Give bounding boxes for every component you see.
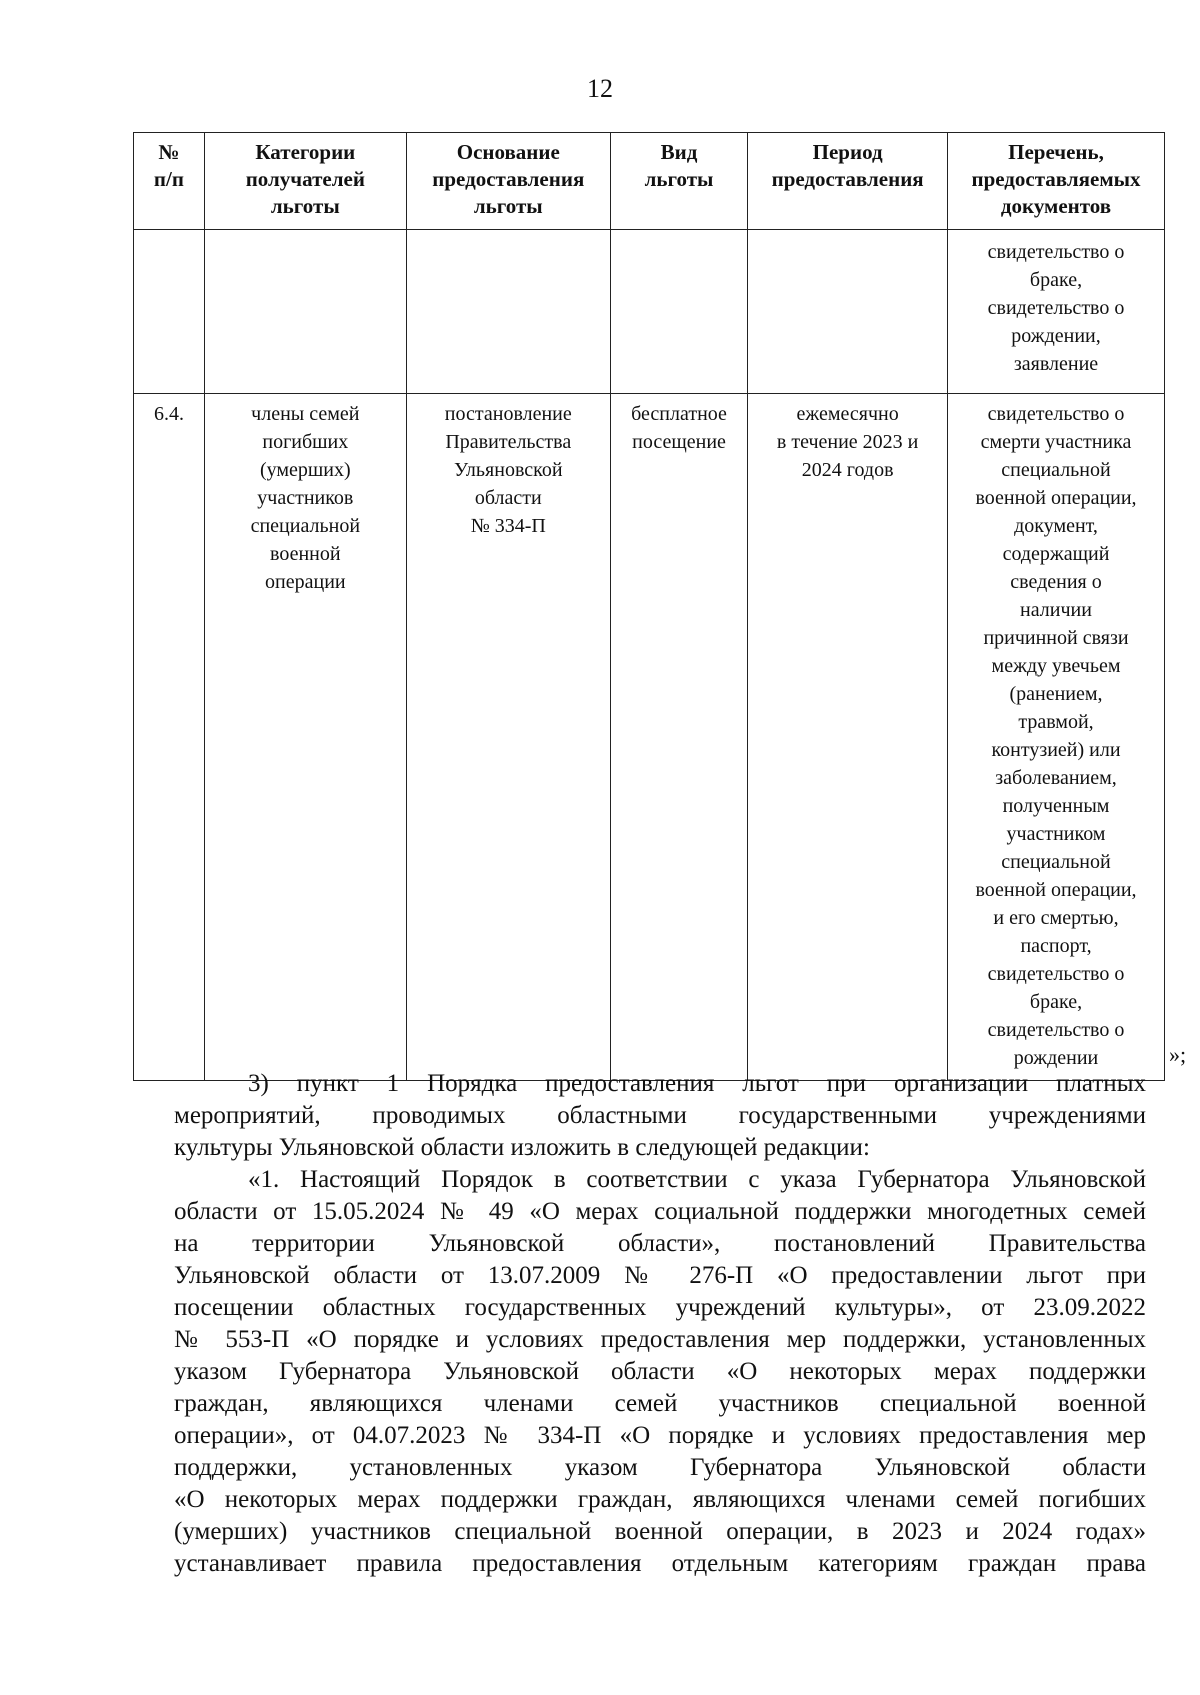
paragraph-line: поддержки, установленных указом Губернатора Ульяновской области (174, 1454, 1146, 1481)
header-documents: Перечень, предоставляемых документов (948, 133, 1165, 230)
table-row (134, 394, 1165, 1081)
cell-kind: бесплатное посещение (610, 394, 747, 1081)
paragraph-line: 3) пункт 1 Порядка предоставления льгот при организации платных (248, 1070, 1146, 1097)
cell-number: 6.4. (134, 394, 205, 1081)
closing-quote-mark: »; (1169, 1042, 1187, 1067)
paragraph-line: «О некоторых мерах поддержки граждан, являющихся членами семей погибших (174, 1486, 1146, 1513)
paragraph-line: (умерших) участников специальной военной операции, в 2023 и 2024 годах» (174, 1518, 1146, 1545)
benefits-table (133, 132, 1165, 1081)
body-text (174, 1068, 1146, 1580)
cell-documents: свидетельство о смерти участника специальной военной операции, документ, содержащий сведения о наличии причинной связи между увечьем (ранением, травмой, контузией) или заболеванием, полученным участником специальной военной операции, и его смертью, паспорт, свидетельство о браке, свидетельство о рождении (948, 394, 1165, 1081)
header-category: Категории получателей льготы (204, 133, 406, 230)
paragraph-line: культуры Ульяновской области изложить в следующей редакции: (174, 1134, 870, 1161)
paragraph-line: Ульяновской области от 13.07.2009 № 276-П «О предоставлении льгот при (174, 1262, 1146, 1289)
paragraph-line: «1. Настоящий Порядок в соответствии с указа Губернатора Ульяновской (248, 1166, 1146, 1193)
paragraph-line: операции», от 04.07.2023 № 334-П «О порядке и условиях предоставления мер (174, 1422, 1146, 1449)
cell-empty (406, 230, 610, 394)
paragraph-line: № 553-П «О порядке и условиях предоставления мер поддержки, установленных (174, 1326, 1146, 1353)
table-header-row (134, 133, 1165, 230)
cell-documents: свидетельство о браке, свидетельство о рождении, заявление (948, 230, 1165, 394)
paragraph-line: посещении областных государственных учреждений культуры», от 23.09.2022 (174, 1294, 1146, 1321)
paragraph-line: устанавливает правила предоставления отдельным категориям граждан права (174, 1550, 1146, 1577)
paragraph-line: области от 15.05.2024 № 49 «О мерах социальной поддержки многодетных семей (174, 1198, 1146, 1225)
paragraph-line: на территории Ульяновской области», постановлений Правительства (174, 1230, 1146, 1257)
cell-empty (204, 230, 406, 394)
header-kind: Вид льготы (610, 133, 747, 230)
page-number: 12 (587, 74, 613, 103)
header-period: Период предоставления (748, 133, 948, 230)
cell-period: ежемесячно в течение 2023 и 2024 годов (748, 394, 948, 1081)
header-number: № п/п (134, 133, 205, 230)
table-row (134, 230, 1165, 394)
cell-empty (748, 230, 948, 394)
cell-empty (610, 230, 747, 394)
cell-category: члены семей погибших (умерших) участников специальной военной операции (204, 394, 406, 1081)
header-basis: Основание предоставления льготы (406, 133, 610, 230)
paragraph-line: граждан, являющихся членами семей участников специальной военной (174, 1390, 1146, 1417)
cell-empty (134, 230, 205, 394)
paragraph-line: мероприятий, проводимых областными государственными учреждениями (174, 1102, 1146, 1129)
cell-basis: постановление Правительства Ульяновской области № 334-П (406, 394, 610, 1081)
paragraph-line: указом Губернатора Ульяновской области «О некоторых мерах поддержки (174, 1358, 1146, 1385)
